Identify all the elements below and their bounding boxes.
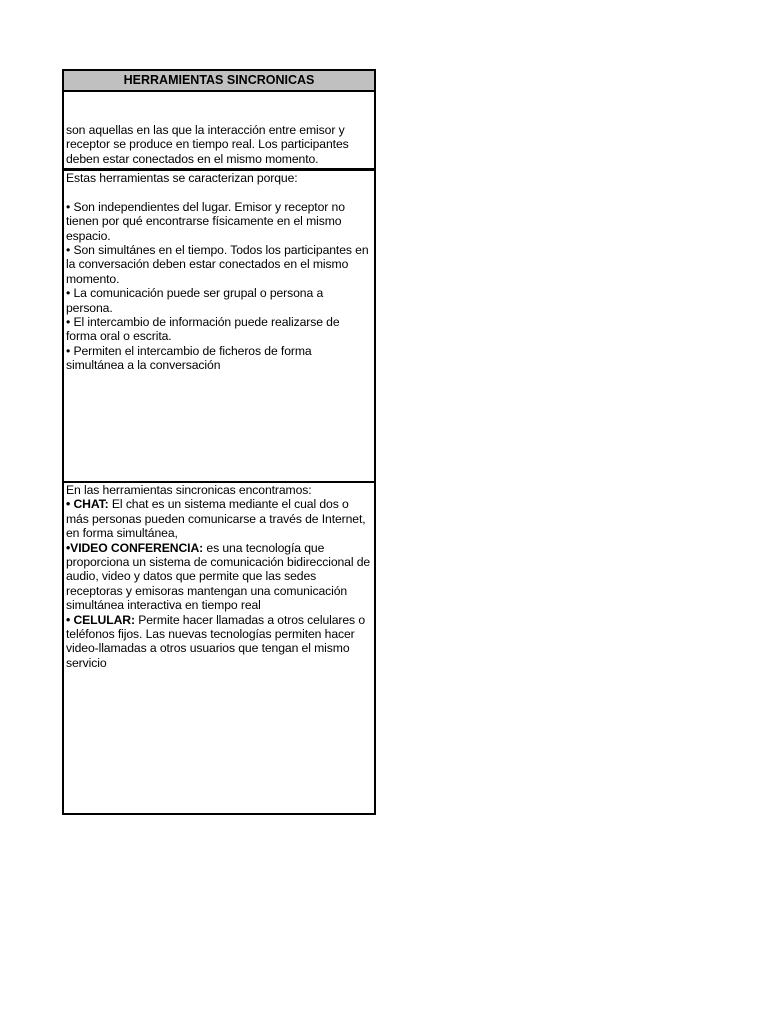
tool-item-cellular [66,613,372,671]
tool-text-chat: El chat es un sistema mediante el cual dos o más personas pueden comunicarse a través de Internet, en forma simultánea, [66,497,366,541]
tool-text-cellular: Permite hacer llamadas a otros celulares o teléfonos fijos. Las nuevas tecnologías permiten hacer video-llamadas a otros usuarios que tengan el mismo servicio [66,612,366,670]
blank-line [66,185,372,199]
tool-item-chat [66,497,372,540]
tool-label-cellular: • CELULAR: [66,612,135,627]
tool-label-video: •VIDEO CONFERENCIA: [66,540,204,555]
tools-title: En las herramientas sincronicas encontramos: [66,483,312,497]
feature-item: • El intercambio de información puede realizarse de forma oral o escrita. [66,315,340,344]
features-title: Estas herramientas se caracterizan porque: [66,171,298,185]
intro-text: son aquellas en las que la interacción entre emisor y receptor se produce en tiempo real. Los participantes deben estar conectados en el mismo momento. [66,122,349,166]
features-cell [64,171,374,483]
intro-cell [64,92,374,171]
tool-item-video [66,541,372,613]
feature-item: • Permiten el intercambio de ficheros de forma simultánea a la conversación [66,343,312,373]
feature-item: • Son independientes del lugar. Emisor y receptor no tienen por qué encontrarse físicamente en el mismo espacio. [66,199,345,243]
feature-item: • Son simultánes en el tiempo. Todos los participantes en la conversación deben estar conectados en el mismo momento. [66,243,369,286]
tools-cell [64,483,374,813]
tool-label-chat: • CHAT: [66,497,109,512]
tool-text-video: es una tecnología que proporciona un sistema de comunicación bidireccional de audio, video y datos que permite que las sedes receptoras y emisoras mantengan una comunicación simultánea interactiva en tiempo real [66,540,371,613]
feature-item: • La comunicación puede ser grupal o persona a persona. [66,286,324,315]
table-header: HERRAMIENTAS SINCRONICAS [64,71,374,92]
spreadsheet-table [62,69,376,815]
